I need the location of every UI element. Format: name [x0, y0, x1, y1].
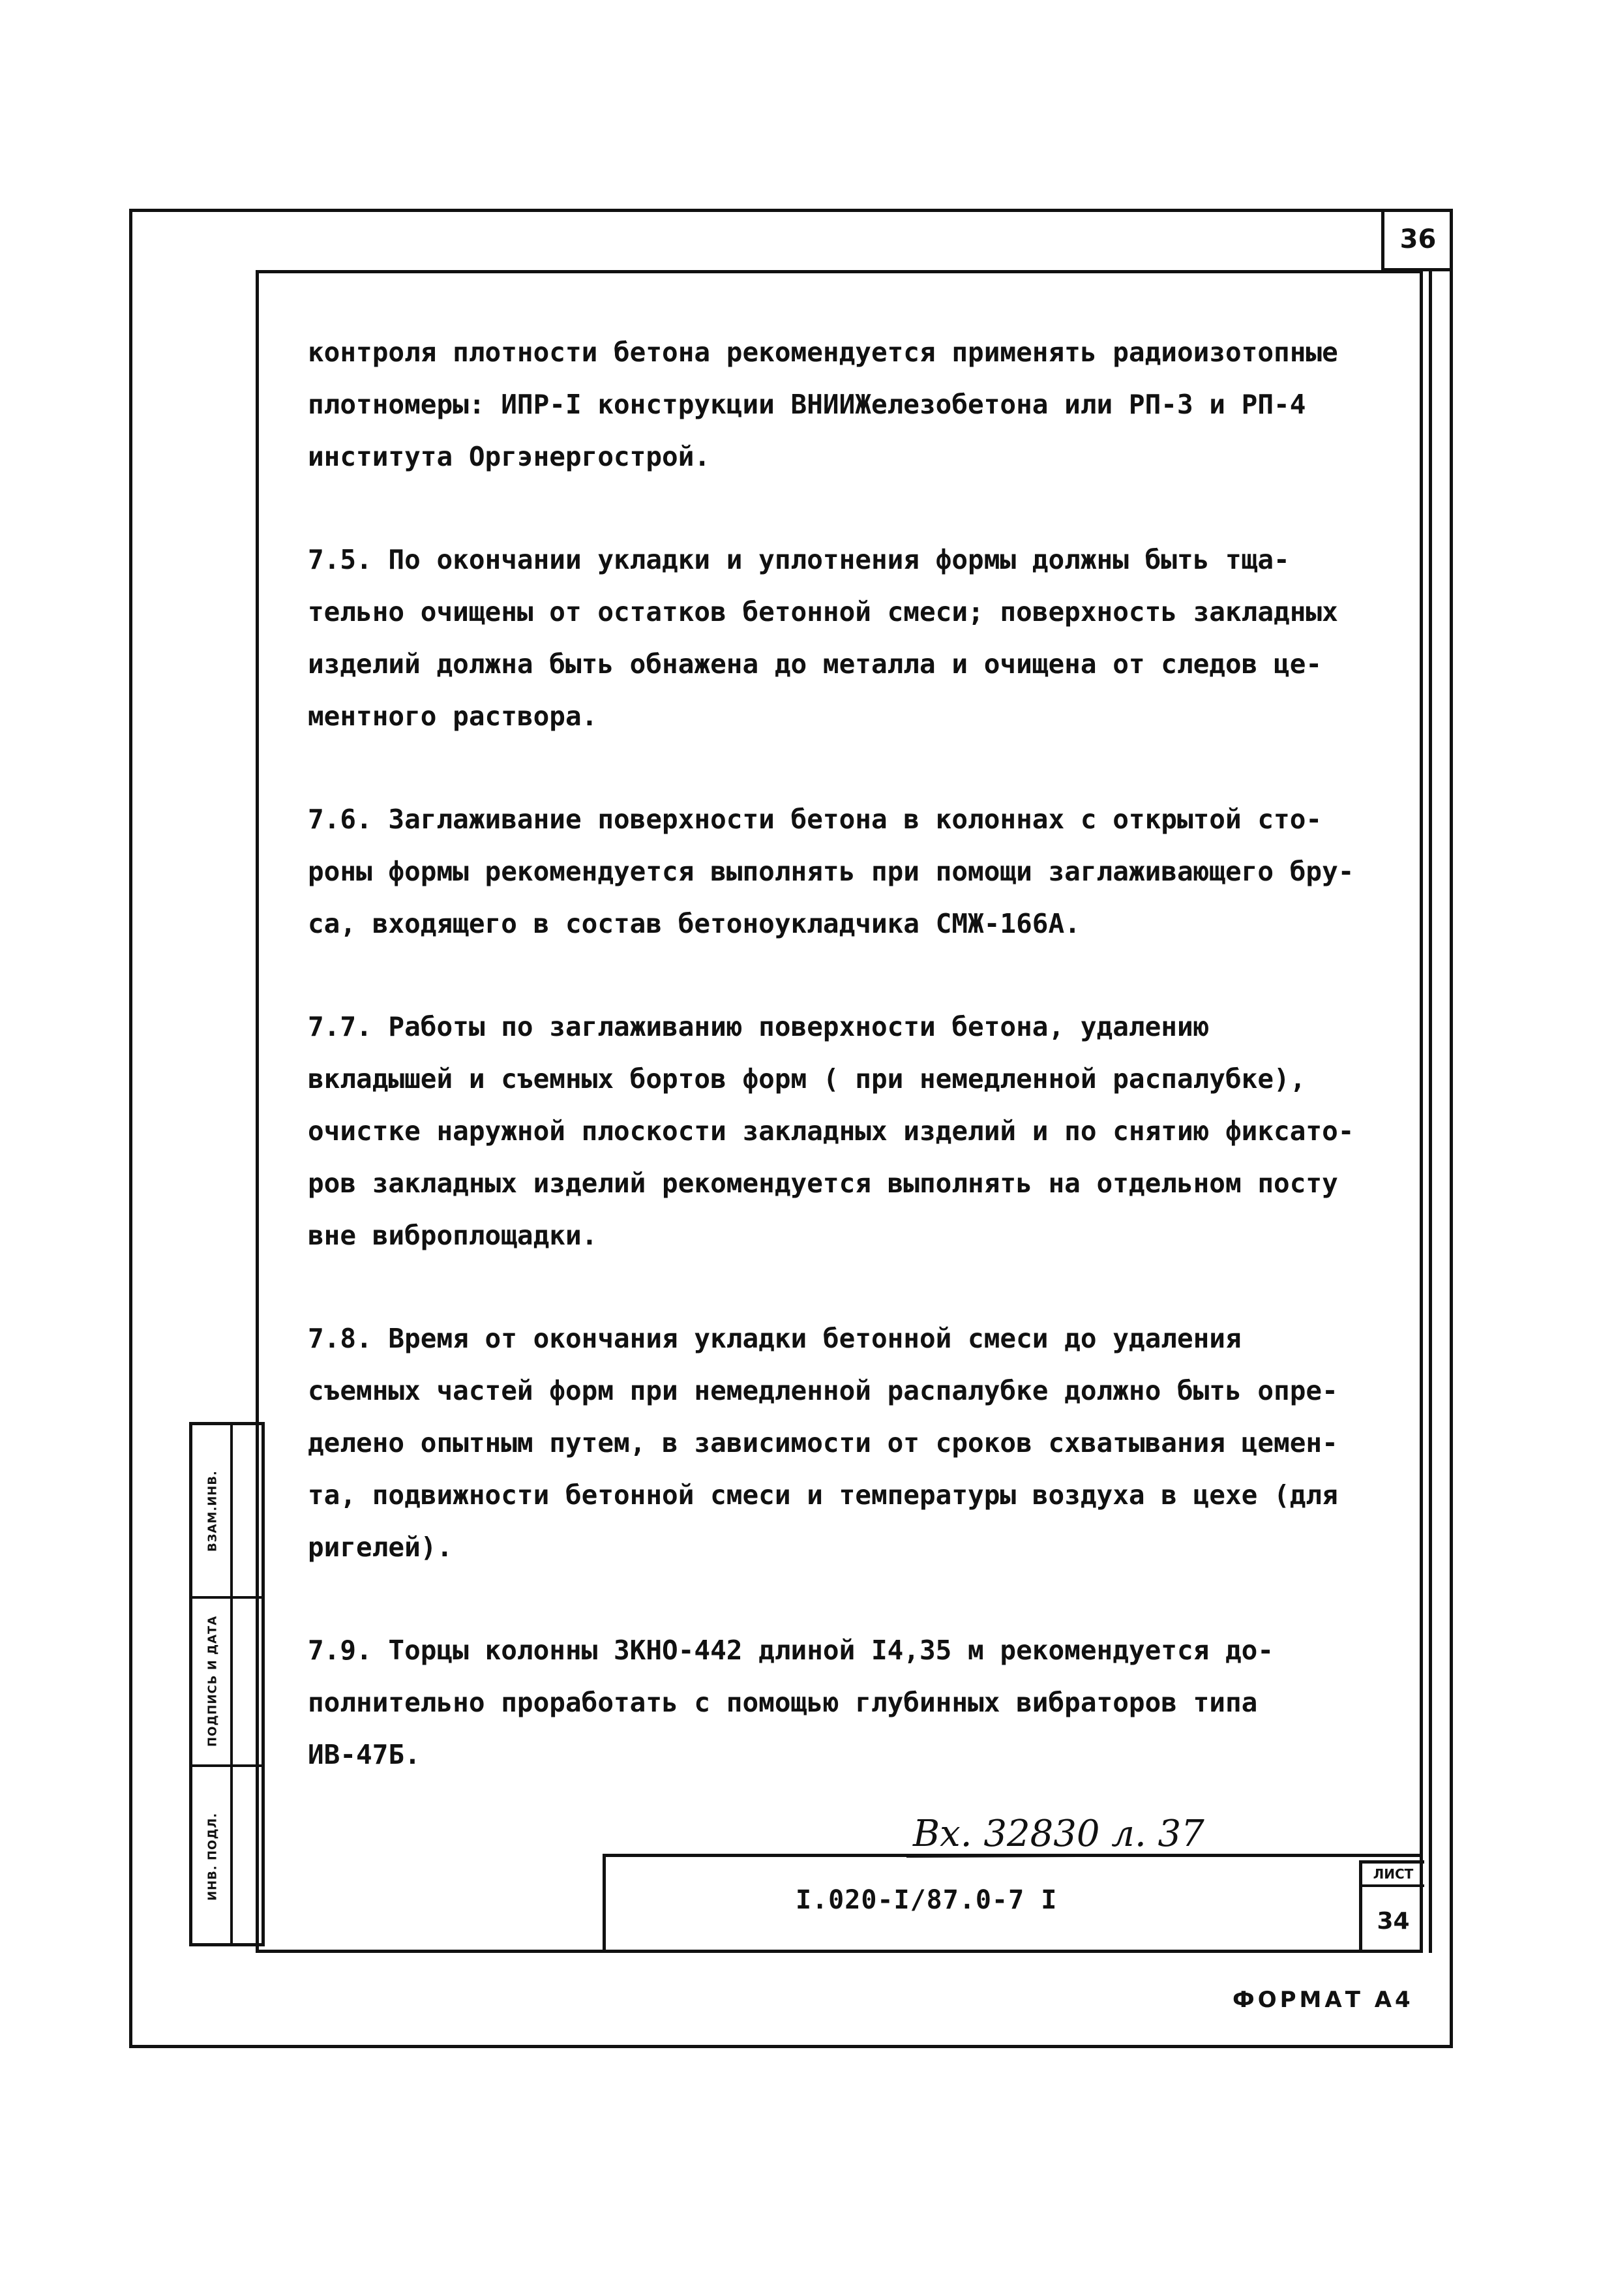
inv-podl-label: ИНВ. ПОДЛ. — [205, 1812, 220, 1901]
vzam-inv-label: ВЗАМ.ИНВ. — [205, 1470, 220, 1552]
paragraph — [308, 1001, 1390, 1261]
text-line: са, входящего в состав бетоноукладчика СМЖ-166А. — [308, 908, 1081, 939]
paragraph — [308, 1312, 1390, 1573]
text-line: делено опытным путем, в зависимости от сроков схватывания цемен- — [308, 1427, 1338, 1458]
handwritten-registration-note — [906, 1808, 1246, 1860]
sheet-label: ЛИСТ — [1362, 1864, 1424, 1887]
text-line: ИВ-47Б. — [308, 1739, 421, 1770]
side-strip-divider — [230, 1425, 233, 1943]
paragraph — [308, 534, 1390, 742]
paragraph — [308, 1624, 1390, 1781]
inner-frame-right-edge — [1422, 270, 1432, 1953]
text-line: контроля плотности бетона рекомендуется применять радиоизотопные — [308, 337, 1338, 368]
document-body — [308, 326, 1390, 1832]
podpis-data-label: ПОДПИСЬ И ДАТА — [205, 1615, 220, 1747]
text-line: вне виброплощадки. — [308, 1220, 598, 1251]
text-line: ментного раствора. — [308, 701, 598, 732]
side-stamp-strip — [189, 1422, 265, 1946]
text-line: съемных частей форм при немедленной распалубке должно быть опре- — [308, 1375, 1338, 1406]
sheet-box — [1359, 1860, 1424, 1953]
text-line: плотномеры: ИПР-I конструкции ВНИИЖелезобетона или РП-3 и РП-4 — [308, 389, 1306, 420]
document-code: I.020-I/87.0-7 I — [796, 1885, 1058, 1915]
text-line: изделий должна быть обнажена до металла и очищена от следов це- — [308, 648, 1323, 680]
text-line: ров закладных изделий рекомендуется выполнять на отдельном посту — [308, 1168, 1338, 1199]
text-line: 7.9. Торцы колонны ЗКНО-442 длиной I4,35 м рекомендуется до- — [308, 1635, 1274, 1666]
paragraph — [308, 793, 1390, 950]
text-line: института Оргэнергострой. — [308, 441, 711, 472]
text-line: ригелей). — [308, 1532, 453, 1563]
page-number-top: 36 — [1381, 210, 1452, 271]
text-line: тельно очищены от остатков бетонной смеси; поверхность закладных — [308, 596, 1338, 627]
text-line: полнительно проработать с помощью глубинных вибраторов типа — [308, 1687, 1258, 1718]
text-line: роны формы рекомендуется выполнять при помощи заглаживающего бру- — [308, 856, 1354, 887]
text-line: вкладышей и съемных бортов форм ( при немедленной распалубке), — [308, 1063, 1306, 1095]
sheet-number: 34 — [1377, 1907, 1410, 1935]
side-strip-separator — [192, 1764, 262, 1767]
side-strip-separator — [192, 1596, 262, 1599]
svg-text:Вх. 32830 л. 37: Вх. 32830 л. 37 — [913, 1813, 1204, 1855]
paragraph — [308, 326, 1390, 483]
format-label: ФОРМАТ А4 — [1233, 1987, 1414, 2013]
text-line: 7.5. По окончании укладки и уплотнения формы должны быть тща- — [308, 544, 1290, 575]
text-line: 7.7. Работы по заглаживанию поверхности бетона, удалению — [308, 1011, 1210, 1042]
text-line: 7.8. Время от окончания укладки бетонной смеси до удаления — [308, 1323, 1242, 1354]
text-line: очистке наружной плоскости закладных изделий и по снятию фиксато- — [308, 1115, 1354, 1147]
text-line: та, подвижности бетонной смеси и температуры воздуха в цехе (для — [308, 1479, 1338, 1511]
text-line: 7.6. Заглаживание поверхности бетона в колоннах с открытой сто- — [308, 804, 1323, 835]
